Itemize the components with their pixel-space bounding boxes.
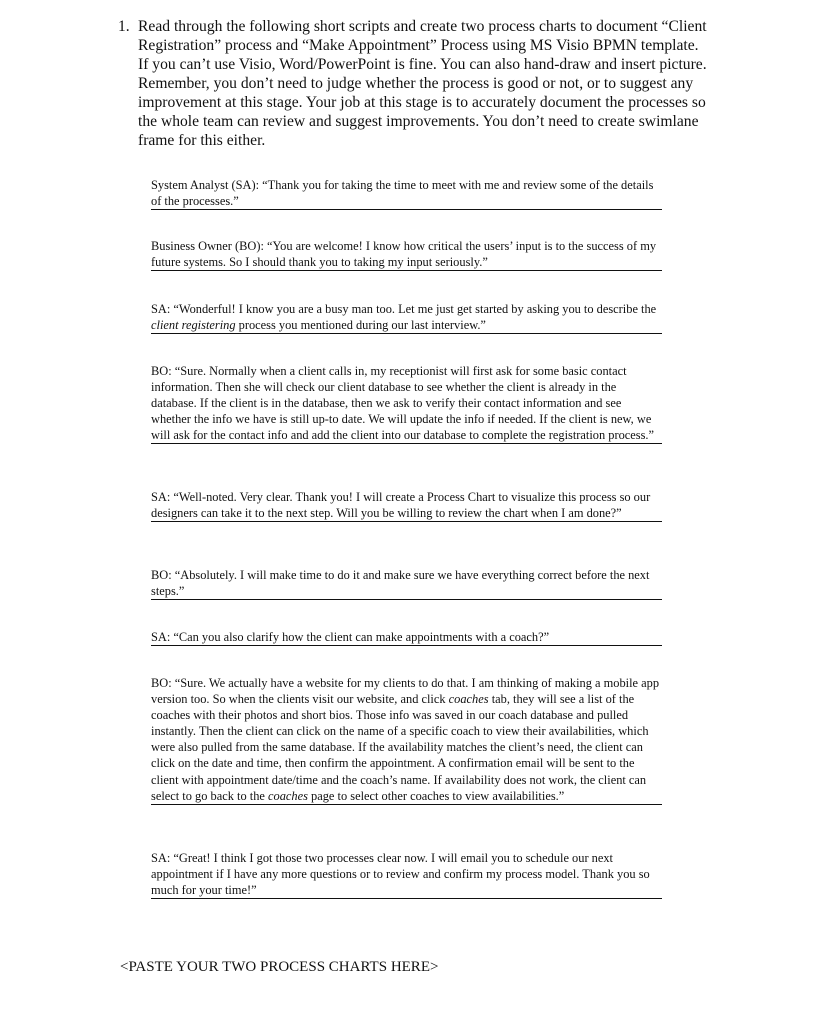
dialogue-text: System Analyst (SA): “Thank you for taking the time to meet with me and review some of the details of the processes.” — [151, 178, 654, 209]
question-number: 1. — [118, 18, 130, 35]
dialogue-text-end: page to select other coaches to view availabilities.” — [307, 788, 565, 803]
dialogue-emphasis: client registering — [151, 318, 236, 333]
dialogue-sa-great — [151, 850, 662, 899]
dialogue-sa-well-noted — [151, 489, 662, 522]
question-text: Read through the following short scripts and create two process charts to document “Client Registration” process and “Make Appointment” Process using MS Visio BPMN template. If you can’t use Visio, Word/PowerPoint is fine. You can also hand-draw and insert picture. Remember, you don’t need to judge whether the process is good or not, or to suggest any improvement at this stage. Your job at this stage is to accurately document the processes so the whole team can review and suggest improvements. You don’t need to create swimlane frame for this either. — [138, 18, 707, 149]
dialogue-text-middle: tab, they will see a list of the coaches with their photos and short bios. Those info was saved in our coach database and pulled instantly. Then the client can click on the name of a specific coach to view their availabilities, which were also pulled from the same database. If the availability matches the client’s need, the client can click on the date and time, then confirm the appointment. A confirmation email will be sent to the client with appointment date/time and the coach’s name. If availability does not work, the client can select to go back to the — [151, 692, 649, 803]
dialogue-text: Business Owner (BO): “You are welcome! I know how critical the users’ input is to the success of my future systems. So I should thank you to taking my input seriously.” — [151, 239, 657, 270]
paste-charts-placeholder: <PASTE YOUR TWO PROCESS CHARTS HERE> — [120, 959, 439, 975]
dialogue-emphasis: coaches — [448, 692, 489, 707]
dialogue-text: BO: “Absolutely. I will make time to do it and make sure we have everything correct before the next steps.” — [151, 568, 650, 599]
dialogue-text: BO: “Sure. Normally when a client calls in, my receptionist will first ask for some basic contact information. Then she will check our client database to see whether the client is already in the database. If the client is in the database, then we ask to verify their contact information and see whether the info we have is still up-to date. We will update the info if needed. If the client is new, we will ask for the contact info and add the client into our database to complete the registration process.” — [151, 364, 655, 443]
dialogue-text-start: SA: “Wonderful! I know you are a busy man too. Let me just get started by asking you to describe the — [151, 302, 657, 316]
dialogue-text: SA: “Great! I think I got those two processes clear now. I will email you to schedule our next appointment if I have any more questions or to review and confirm my process model. Thank you so much for your time!” — [151, 851, 650, 898]
dialogue-text-start: BO: “Sure. We actually have a website for my clients to do that. I am thinking of making a mobile app version too. So when the clients visit our website, and click — [151, 676, 660, 707]
dialogue-sa-clarify — [151, 629, 662, 646]
dialogue-text: SA: “Well-noted. Very clear. Thank you! I will create a Process Chart to visualize this process so our designers can take it to the next step. Will you be willing to review the chart when I am done?” — [151, 490, 651, 521]
dialogue-text: SA: “Can you also clarify how the client can make appointments with a coach?” — [151, 630, 550, 644]
dialogue-bo-registration — [151, 363, 662, 444]
dialogue-sa-wonderful — [151, 301, 662, 334]
dialogue-bo-absolutely — [151, 567, 662, 600]
dialogue-bo-welcome — [151, 238, 662, 271]
dialogue-bo-appointment — [151, 675, 662, 805]
dialogue-text-end: process you mentioned during our last interview.” — [235, 318, 486, 333]
dialogue-emphasis-2: coaches — [268, 788, 308, 803]
question-block — [118, 17, 708, 150]
dialogue-sa-thanks — [151, 177, 662, 210]
